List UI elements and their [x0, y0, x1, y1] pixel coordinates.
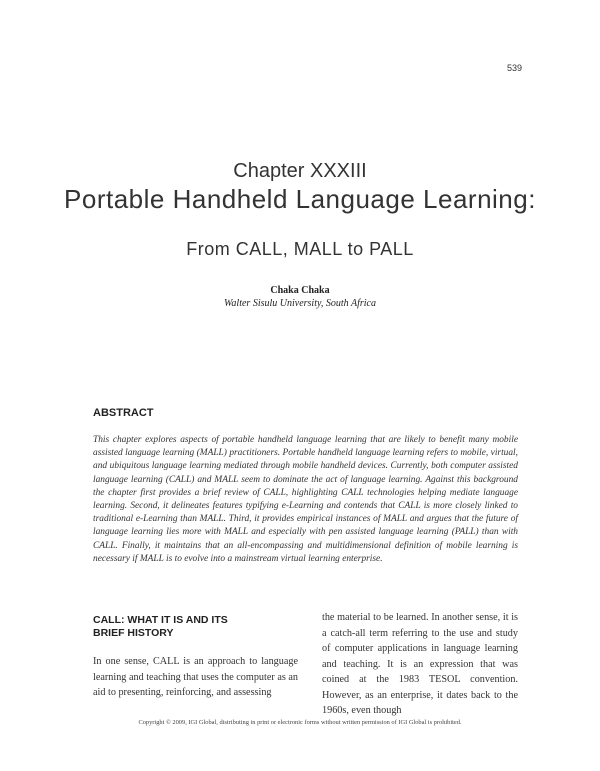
chapter-subtitle: From CALL, MALL to PALL — [186, 239, 414, 259]
body-column-right: the material to be learned. In another sense, it is a catch-all term referring to the use and study of computer applications in language learning and teaching. It is an expression that was coined at the 1983 TESOL convention. However, as an enterprise, it dates back to the 1960s, even though — [322, 612, 518, 716]
chapter-title: Portable Handheld Language Learning: — [64, 184, 536, 214]
page-number: 539 — [506, 63, 522, 73]
section-heading: CALL: WHAT IT IS AND ITS BRIEF HISTORY — [93, 614, 228, 639]
chapter-label: Chapter XXXIII — [233, 160, 367, 182]
author-affiliation: Walter Sisulu University, South Africa — [224, 298, 376, 309]
copyright-notice: Copyright © 2009, IGI Global, distributing in print or electronic forms without written permission of IGI Global is prohibited. — [138, 719, 462, 726]
abstract-heading: ABSTRACT — [93, 407, 154, 419]
body-column-left: In one sense, CALL is an approach to language learning and teaching that uses the computer as an aid to presenting, reinforcing, and assessing — [93, 656, 298, 698]
author-name: Chaka Chaka — [270, 285, 330, 296]
abstract-body: This chapter explores aspects of portable handheld language learning that are likely to benefit many mobile assisted language learning (MALL) practitioners. Portable handheld language learning refers to mobile, virtual, and ubiquitous language learning mediated through mobile handheld devices. Currently, both computer assisted language learning (CALL) and MALL seem to dominate the act of language learning. Against this background the chapter first provides a brief review of CALL, highlighting CALL technologies helping mediate language learning. Second, it delineates features typifying e-Learning and contends that CALL is more closely linked to traditional e-Learning than MALL. Third, it provides empirical instances of MALL and argues that the future of language learning lies more with MALL and especially with pen assisted language learning (PALL) than with CALL. Finally, it maintains that an all-encompassing and multidimensional definition of mobile learning is necessary if MALL is to evolve into a mainstream virtual learning enterprise. — [93, 435, 518, 564]
